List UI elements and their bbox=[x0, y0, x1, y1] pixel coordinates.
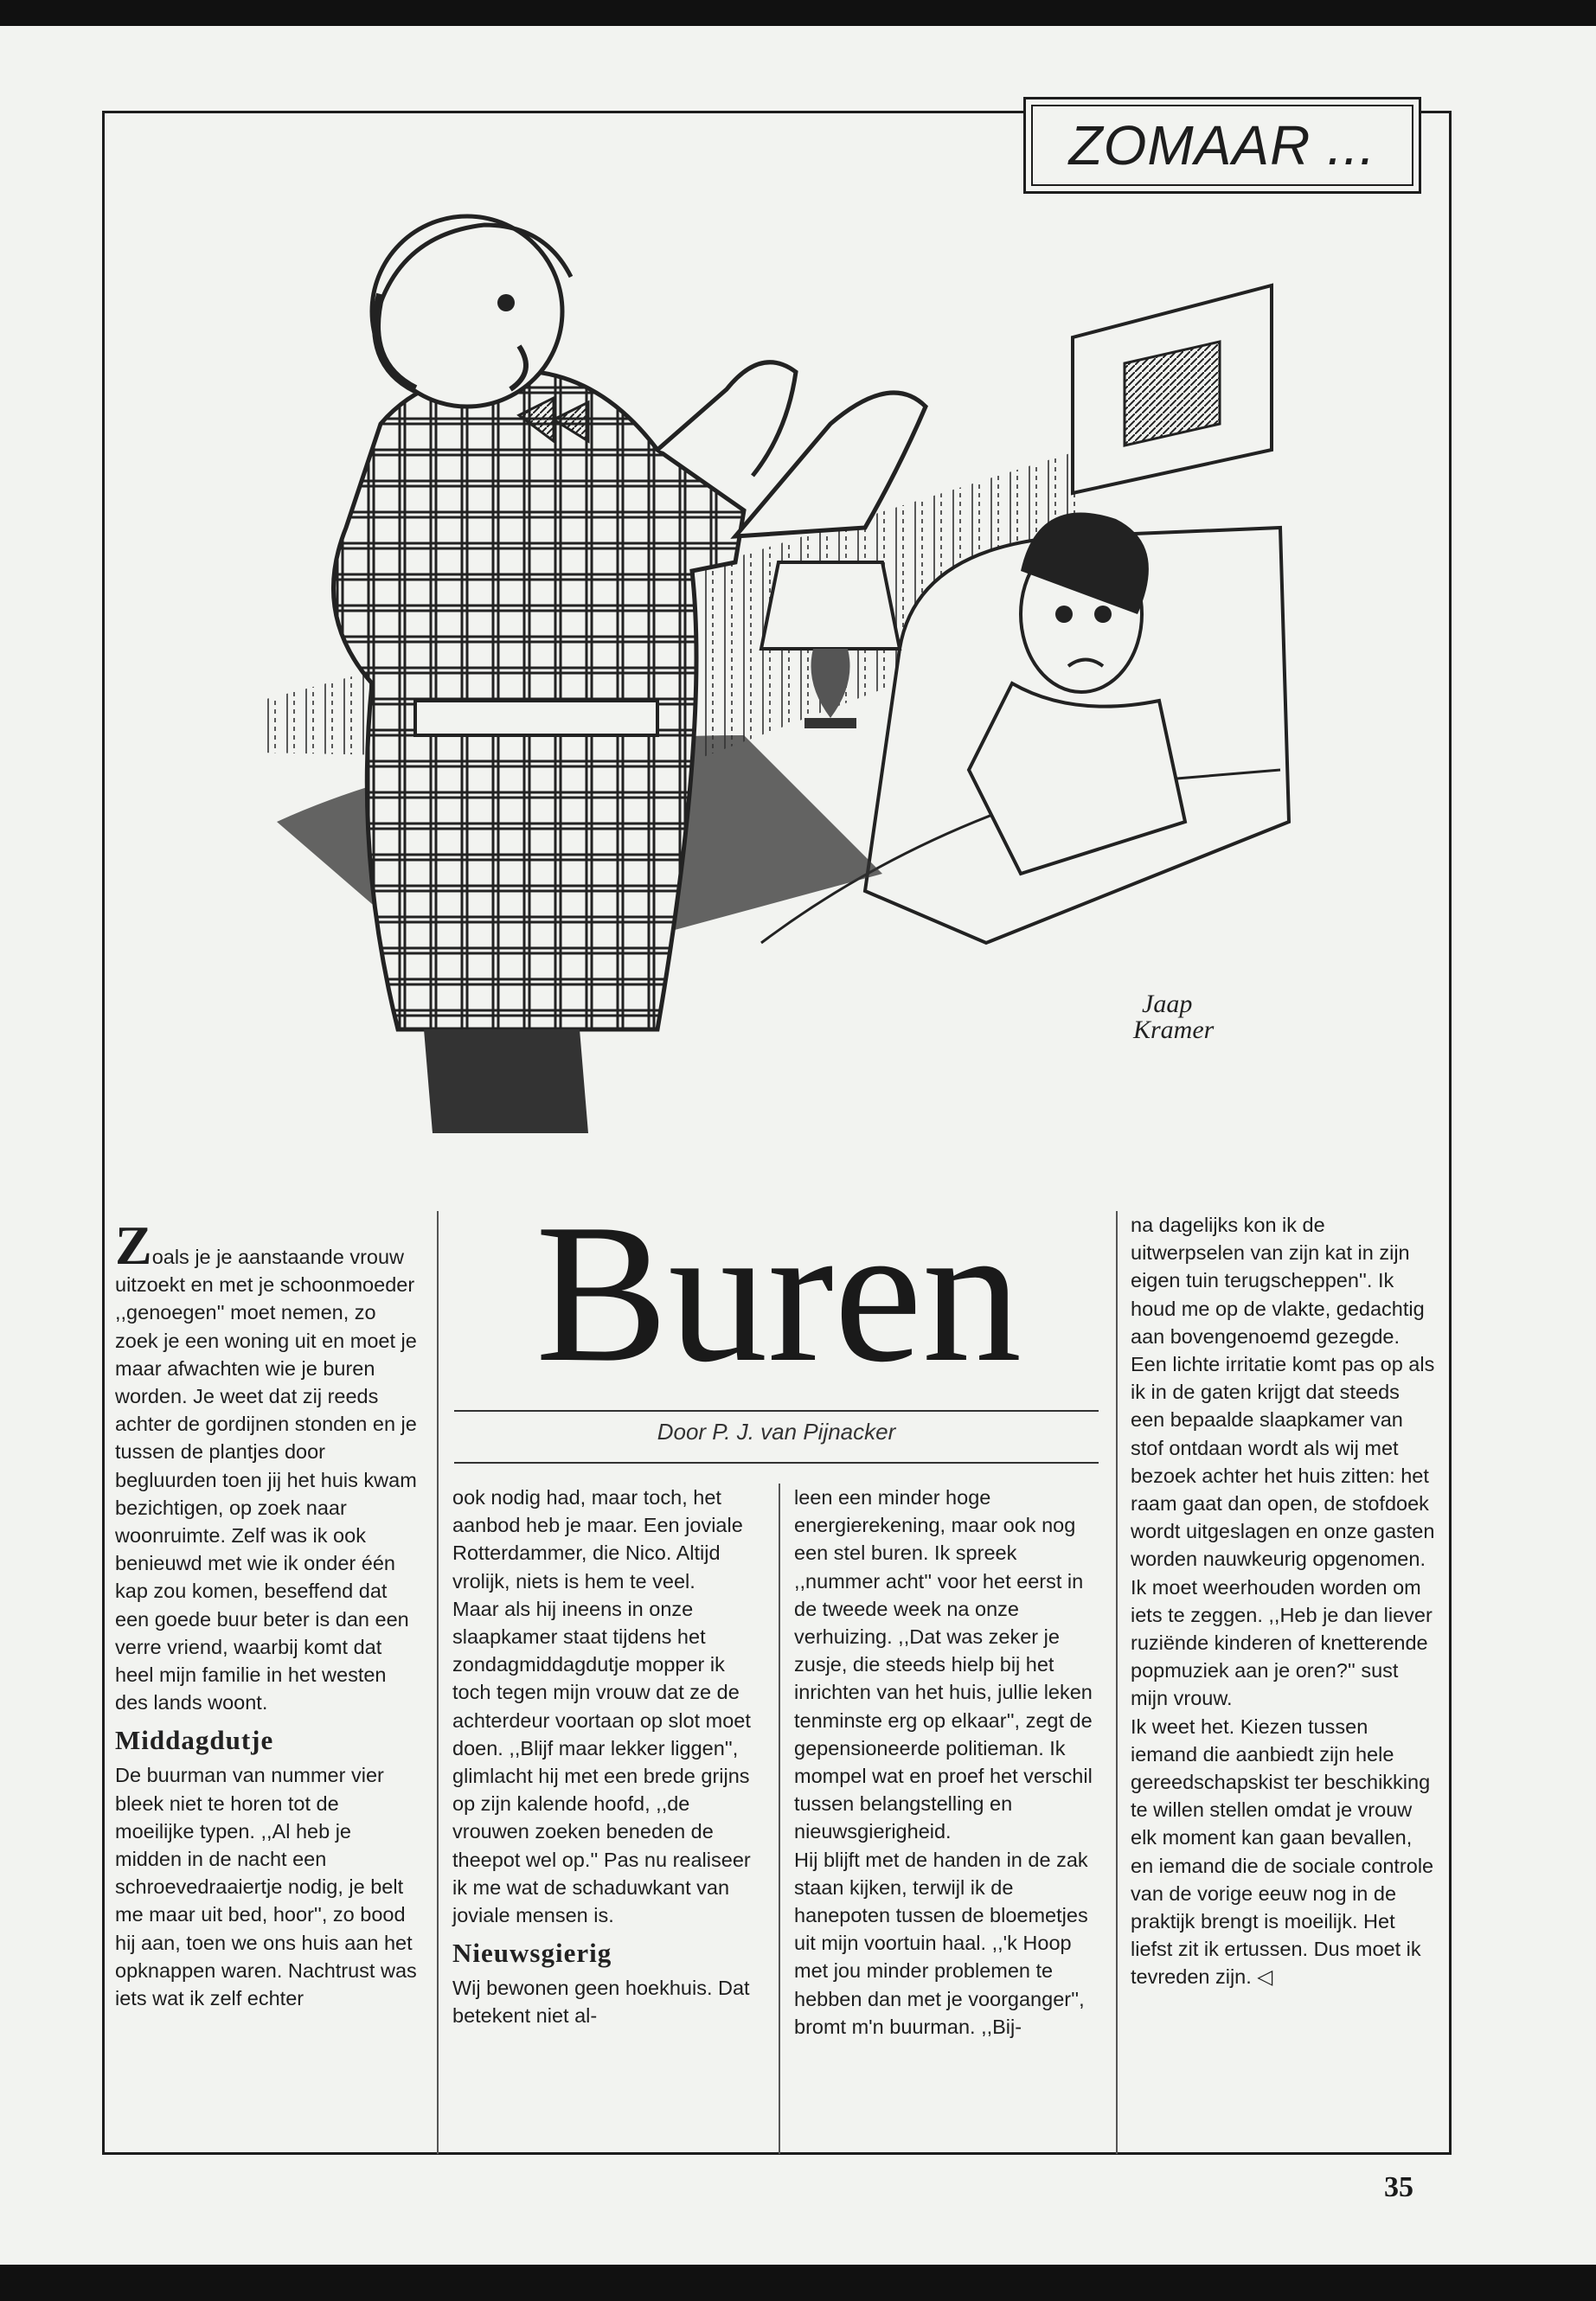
byline-rule bbox=[454, 1462, 1099, 1464]
paragraph: Wij bewonen geen hoekhuis. Dat betekent niet al- bbox=[452, 1977, 750, 2028]
column-divider bbox=[779, 1484, 780, 2154]
section-label: ZOMAAR ... bbox=[1031, 105, 1413, 186]
column-divider bbox=[437, 1211, 439, 2154]
paragraph: Hij blijft met de handen in de zak staan kijken, terwijl ik de hanepoten tussen de bloemetjes uit mijn voortuin haal. ,,'k Hoop met jou minder problemen te hebben dan met je voorganger'', bromt m'n buurman. ,,Bij- bbox=[794, 1848, 1088, 2038]
article-column-1 bbox=[115, 1215, 422, 2012]
artist-signature: Kramer bbox=[1133, 1016, 1215, 1044]
paragraph: Een lichte irritatie komt pas op als ik in de gaten krijgt dat steeds een bepaalde slaapkamer van stof ontdaan wordt als wij met bezoek achter het huis zitten: het raam gaat dan open, de stofdoek wordt uitgeslagen en onze gasten worden nauwkeurig opgenomen. Ik moet weerhouden worden om iets te zeggen. ,,Heb je dan liever ruziënde kinderen of knetterende popmuziek aan je oren?'' sust mijn vrouw. bbox=[1131, 1353, 1435, 1710]
wall-picture bbox=[1073, 285, 1272, 493]
paragraph: ook nodig had, maar toch, het aanbod heb je maar. Een joviale Rotterdammer, die Nico. Altijd vrolijk, niets is hem te veel. bbox=[452, 1486, 743, 1593]
paragraph: leen een minder hoge energierekening, maar ook nog een stel buren. Ik spreek ,,nummer acht'' voor het eerst in de tweede week na onze verhuizing. ,,Dat was zeker je zusje, die steeds hielp bij het inrichten van het huis, jullie leken tenminste erg op elkaar'', zegt de gepensioneerde politieman. Ik mompel wat en proef het verschil tussen belangstelling en nieuwsgierigheid. bbox=[794, 1486, 1093, 1843]
cartoon-illustration bbox=[208, 164, 1306, 1168]
page-number: 35 bbox=[1384, 2171, 1413, 2203]
paragraph: De buurman van nummer vier bleek niet te horen tot de moeilijke typen. ,,Al heb je midden in de nacht een schroevedraaiertje nodig, je belt me maar uit bed, hoor'', zo bood hij aan, toen we ons huis aan het opknappen waren. Nachtrust was iets wat ik zelf echter bbox=[115, 1764, 417, 2010]
article-title: Buren bbox=[535, 1183, 1022, 1403]
paragraph: na dagelijks kon ik de uitwerpselen van zijn kat in zijn eigen tuin terugscheppen''. Ik houd me op de vlakte, gedachtig aan bovengenoemd gezegde. bbox=[1131, 1214, 1425, 1348]
title-rule bbox=[454, 1410, 1099, 1412]
paragraph: Ik weet het. Kiezen tussen iemand die aanbiedt zijn hele gereedschapskist ter beschikking te willen stellen omdat je vrouw elk moment kan gaan bevallen, en iemand die de sociale controle van de vorige eeuw nog in de praktijk brengt is moeilijk. Het liefst zit ik ertussen. Dus moet ik tevreden zijn. ◁ bbox=[1131, 1715, 1434, 1989]
article-column-2 bbox=[452, 1484, 760, 2030]
intro-paragraph: Zoals je je aanstaande vrouw uitzoekt en met je schoonmoeder ,,genoegen'' moet nemen, zo zoek je een woning uit en moet je maar afwachten wie je buren worden. Je weet dat zij reeds achter de gordijnen stonden en je tussen de plantjes door begluurden toen jij het huis kwam bezichtigen, op zoek naar woonruimte. Zelf was ik ook benieuwd met wie ik onder één kap zou komen, beseffend dat een goede buur beter is dan een verre vriend, waarbij komt dat heel mijn familie in het westen des lands woont. bbox=[115, 1215, 417, 1715]
article-column-3 bbox=[794, 1484, 1093, 2041]
drop-cap: Z bbox=[115, 1215, 152, 1276]
subheading-nieuwsgierig: Nieuwsgierig bbox=[452, 1938, 612, 1969]
subheading-middagdutje: Middagdutje bbox=[115, 1725, 274, 1756]
column-divider bbox=[1116, 1211, 1118, 2154]
article-byline: Door P. J. van Pijnacker bbox=[657, 1419, 896, 1445]
artist-signature: Jaap bbox=[1142, 990, 1193, 1018]
paragraph: Maar als hij ineens in onze slaapkamer staat tijdens het zondagmiddagdutje mopper ik toch tegen mijn vrouw dat ze de achterdeur voortaan op slot moet doen. ,,Blijf maar lekker liggen'', glimlacht hij met een brede grijns op zijn kalende hoofd, ,,de vrouwen zoeken beneden de theepot wel op.'' Pas nu realiseer ik me wat de schaduwkant van joviale mensen is. bbox=[452, 1597, 751, 1927]
article-column-4 bbox=[1131, 1211, 1438, 1991]
